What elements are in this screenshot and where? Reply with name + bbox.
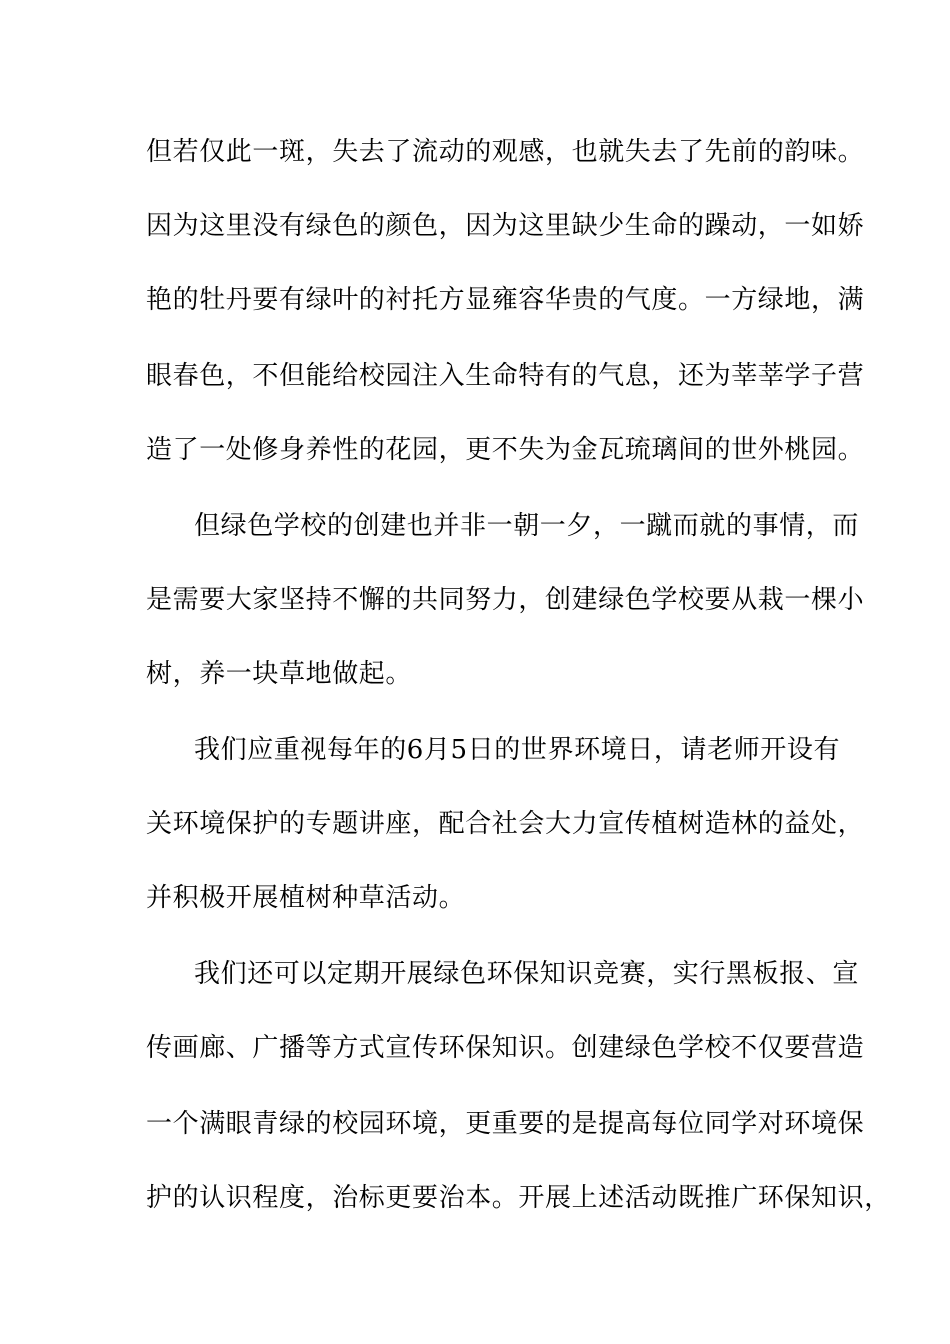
text-line: 护的认识程度，治标更要治本。开展上述活动既推广环保知识， <box>146 1183 891 1213</box>
text-line: 艳的牡丹要有绿叶的衬托方显雍容华贵的气度。一方绿地，满 <box>146 285 865 315</box>
text-line: 树，养一块草地做起。 <box>146 659 413 689</box>
text-line: 但若仅此一斑，失去了流动的观感，也就失去了先前的韵味。 <box>146 137 865 167</box>
text-line: 并积极开展植树种草活动。 <box>146 883 466 913</box>
text-line: 一个满眼青绿的校园环境，更重要的是提高每位同学对环境保 <box>146 1109 865 1139</box>
text-line: 因为这里没有绿色的颜色，因为这里缺少生命的躁动，一如娇 <box>146 211 865 241</box>
text-line: 但绿色学校的创建也并非一朝一夕，一蹴而就的事情，而 <box>194 511 860 541</box>
text-line: 我们应重视每年的6月5日的世界环境日，请老师开设有 <box>194 735 841 765</box>
text-line: 是需要大家坚持不懈的共同努力，创建绿色学校要从栽一棵小 <box>146 585 865 615</box>
text-line: 传画廊、广播等方式宣传环保知识。创建绿色学校不仅要营造 <box>146 1033 865 1063</box>
text-line: 造了一处修身养性的花园，更不失为金瓦琉璃间的世外桃园。 <box>146 435 865 465</box>
text-line: 关环境保护的专题讲座，配合社会大力宣传植树造林的益处， <box>146 809 865 839</box>
text-line: 眼春色，不但能给校园注入生命特有的气息，还为莘莘学子营 <box>146 361 865 391</box>
text-line: 我们还可以定期开展绿色环保知识竞赛，实行黑板报、宣 <box>194 959 860 989</box>
